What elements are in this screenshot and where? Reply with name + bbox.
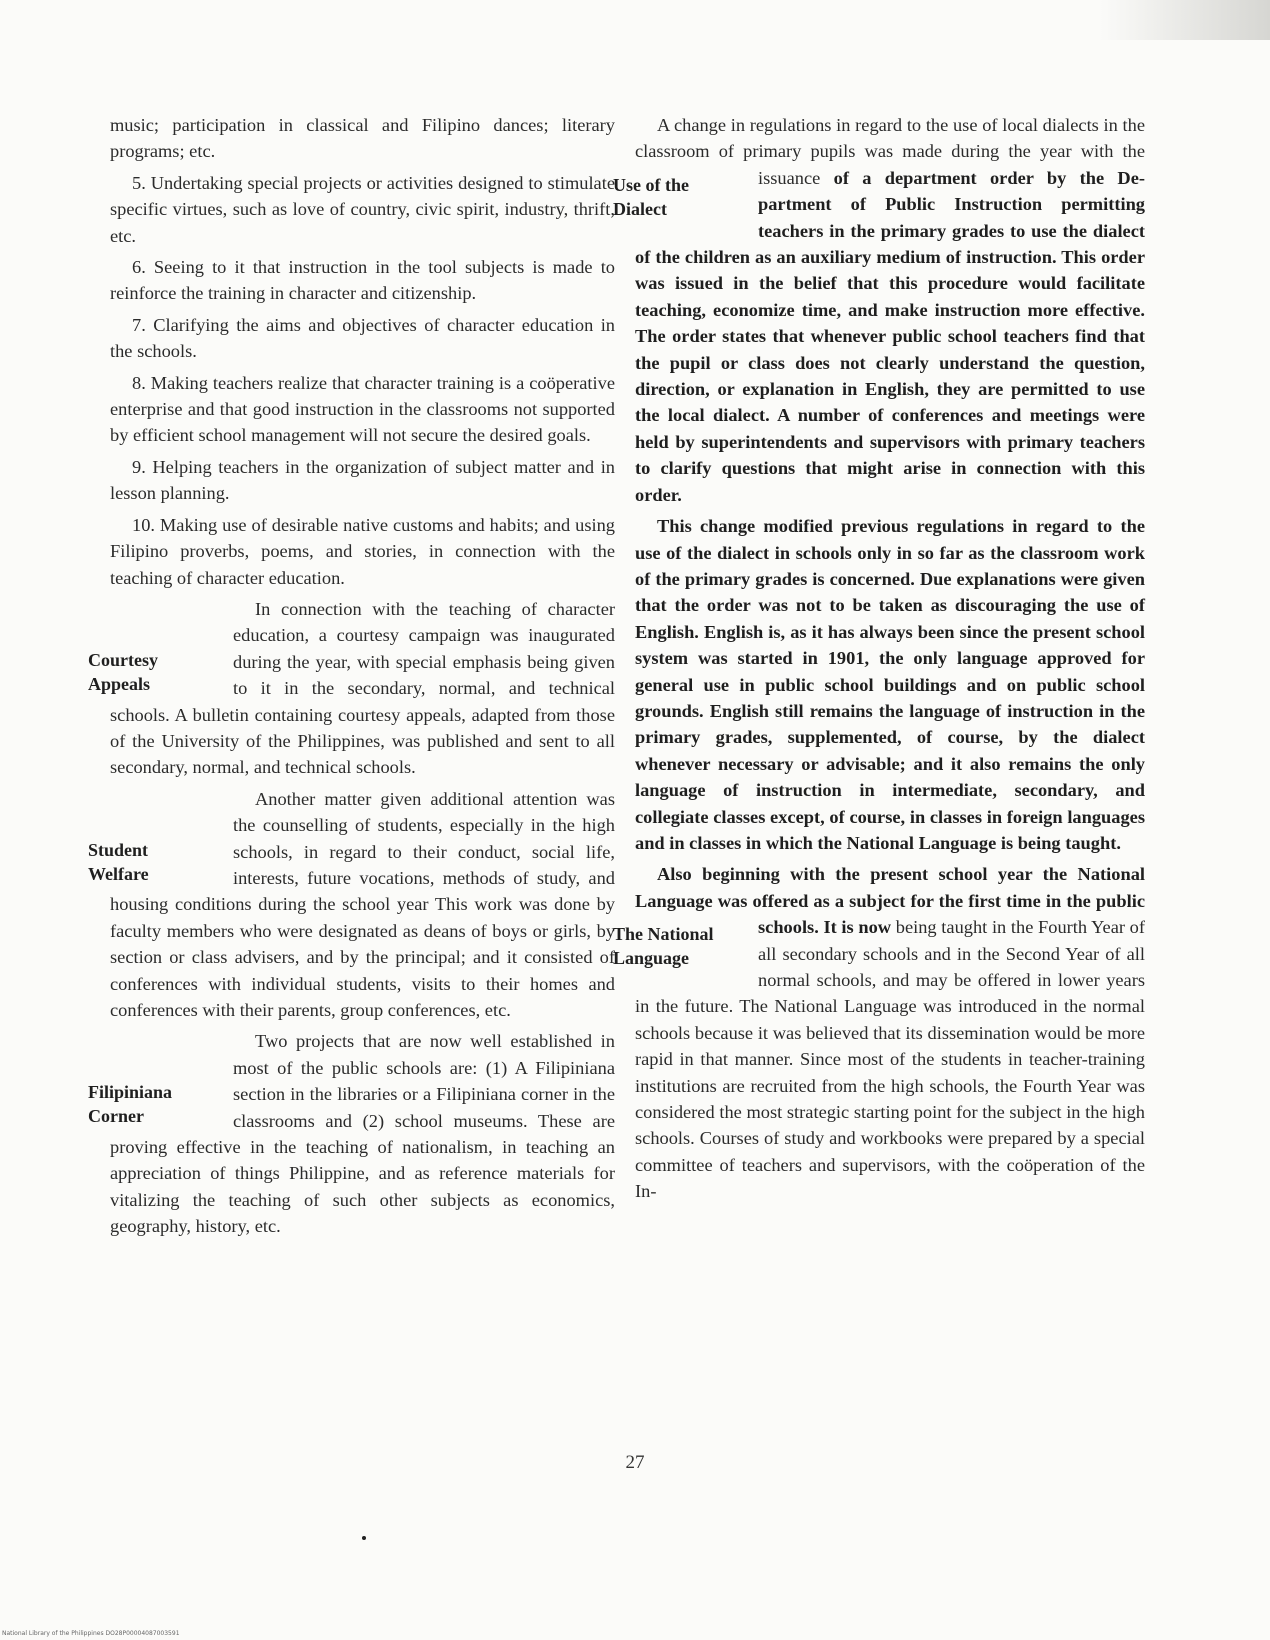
left-column [88,112,615,1245]
paragraph-text: In connection with the teaching of character education, a courtesy campaign was inaugurated during the year, with special emphasis being given to it in the secondary, normal, and technical schools. A bulletin containing courtesy appeals, adapted from those of the University of the Philippines, was published and sent to all secondary, normal, and technical schools. [110,598,615,778]
paragraph: 5. Undertaking special projects or activities designed to stimulate specific virtues, such as love of country, civic spirit, industry, thrift, etc. [110,172,615,246]
sidenote-national-language: The National Language [613,924,714,969]
sidenote-courtesy-appeals: Courtesy Appeals [88,649,158,694]
ink-dot [362,1536,366,1540]
paragraph: 8. Making teachers realize that character training is a coöperative enterprise and that good instruction in the classrooms not supported by efficient school management will not secure the desired goals. [110,372,615,446]
paragraph: 6. Seeing to it that instruction in the tool subjects is made to reinforce the training in character and citizenship. [110,257,615,304]
scan-footer: National Library of the Philippines DO28P00004087003591 [2,1630,180,1637]
student-welfare-paragraph [88,786,615,1024]
paragraph: 10. Making use of desirable native customs and habits; and using Filipino proverbs, poems, and stories, in connection with the teaching of character education. [110,514,615,588]
filipiniana-paragraph [88,1028,615,1239]
courtesy-paragraph [88,596,615,781]
right-column [613,112,1145,1210]
sidenote-filipiniana-corner: Filipiniana Corner [88,1082,173,1127]
page-number: 27 [625,1452,645,1473]
paragraph-text: being taught in the Fourth Year of all secondary schools and in the Second Year of all normal schools, and may be offered in lower years in the future. The National Language was introduced in the normal schools because it was believed that its dissemination would be more rapid in that manner. Since most of the students in teacher-training institutions are recruited from the high schools, the Fourth Year was considered the most strategic starting point for the subject in the high schools. Courses of study and workbooks were prepared by a special committee of teachers and supervisors, with the coöperation of the In- [635,917,1145,1202]
paragraph-text: Another matter given additional attention was the counselling of students, especially in the high schools, in regard to their conduct, social life, interests, future vocations, methods of study, and housing conditions during the school year This work was done by faculty members who were designated as deans of boys or girls, by section or class advisers, and by the principal; and it consisted of conferences with individual students, visits to their homes and conferences with their parents, group conferences, etc. [110,788,615,1020]
sidenote-student-welfare: Student Welfare [88,839,149,884]
paragraph-text: of a department order by the Department of Public Instruction permitting teachers in the primary grades to use the dialect of the children as an auxiliary medium of instruction. This order was issued in the belief that this procedure would facilitate teaching, economize time, and make instruction more effective. The order states that whenever public school teachers find that the pupil or class does not clearly understand the question, direction, or explanation in English, they are permitted to use the local dialect. A number of conferences and meetings were held by superintendents and supervisors with primary teachers to clarify questions that might arise in connection with this order. [635,167,1145,505]
page-corner-shadow [1100,0,1270,40]
sidenote-use-of-dialect: Use of the Dialect [613,174,689,219]
dialect-paragraph [613,112,1145,508]
paragraph: 7. Clarifying the aims and objectives of character education in the schools. [110,314,615,362]
national-language-paragraph [613,861,1145,1204]
paragraph-text: Two projects that are now well established in most of the public schools are: (1) A Filipiniana section in the libraries or a Filipiniana corner in the classrooms and (2) school museums. These are proving effective in the teaching of nationalism, in teaching an appreciation of things Philippine, and as reference materials for vitalizing the teaching of such other subjects as economics, geography, history, etc. [110,1031,615,1237]
paragraph: This change modified previous regulations in regard to the use of the dialect in schools only in so far as the classroom work of the primary grades is concerned. Due explanations were given that the order was not to be taken as discouraging the use of English. English is, as it has always been since the present school system was started in 1901, the only language approved for general use in public school buildings and on public school grounds. English still remains the language of instruction in the primary grades, supplemented, of course, by the dialect whenever necessary or advisable; and it also remains the only language of instruction in intermediate, secondary, and collegiate classes except, of course, in classes in foreign languages and in classes in which the National Language is being taught. [635,516,1145,853]
paragraph: music; participation in classical and Filipino dances; literary programs; etc. [110,115,615,162]
paragraph-text: A change in regulations in regard to the use of local dialects in the classroom of primary pupils was made during the year with the issuance [635,115,1145,188]
paragraph: 9. Helping teachers in the organization of subject matter and in lesson planning. [110,456,615,504]
paragraph-text: Also beginning with the present school year the National Language was offered as a subject for the first time in the public schools. It is now [635,864,1145,938]
